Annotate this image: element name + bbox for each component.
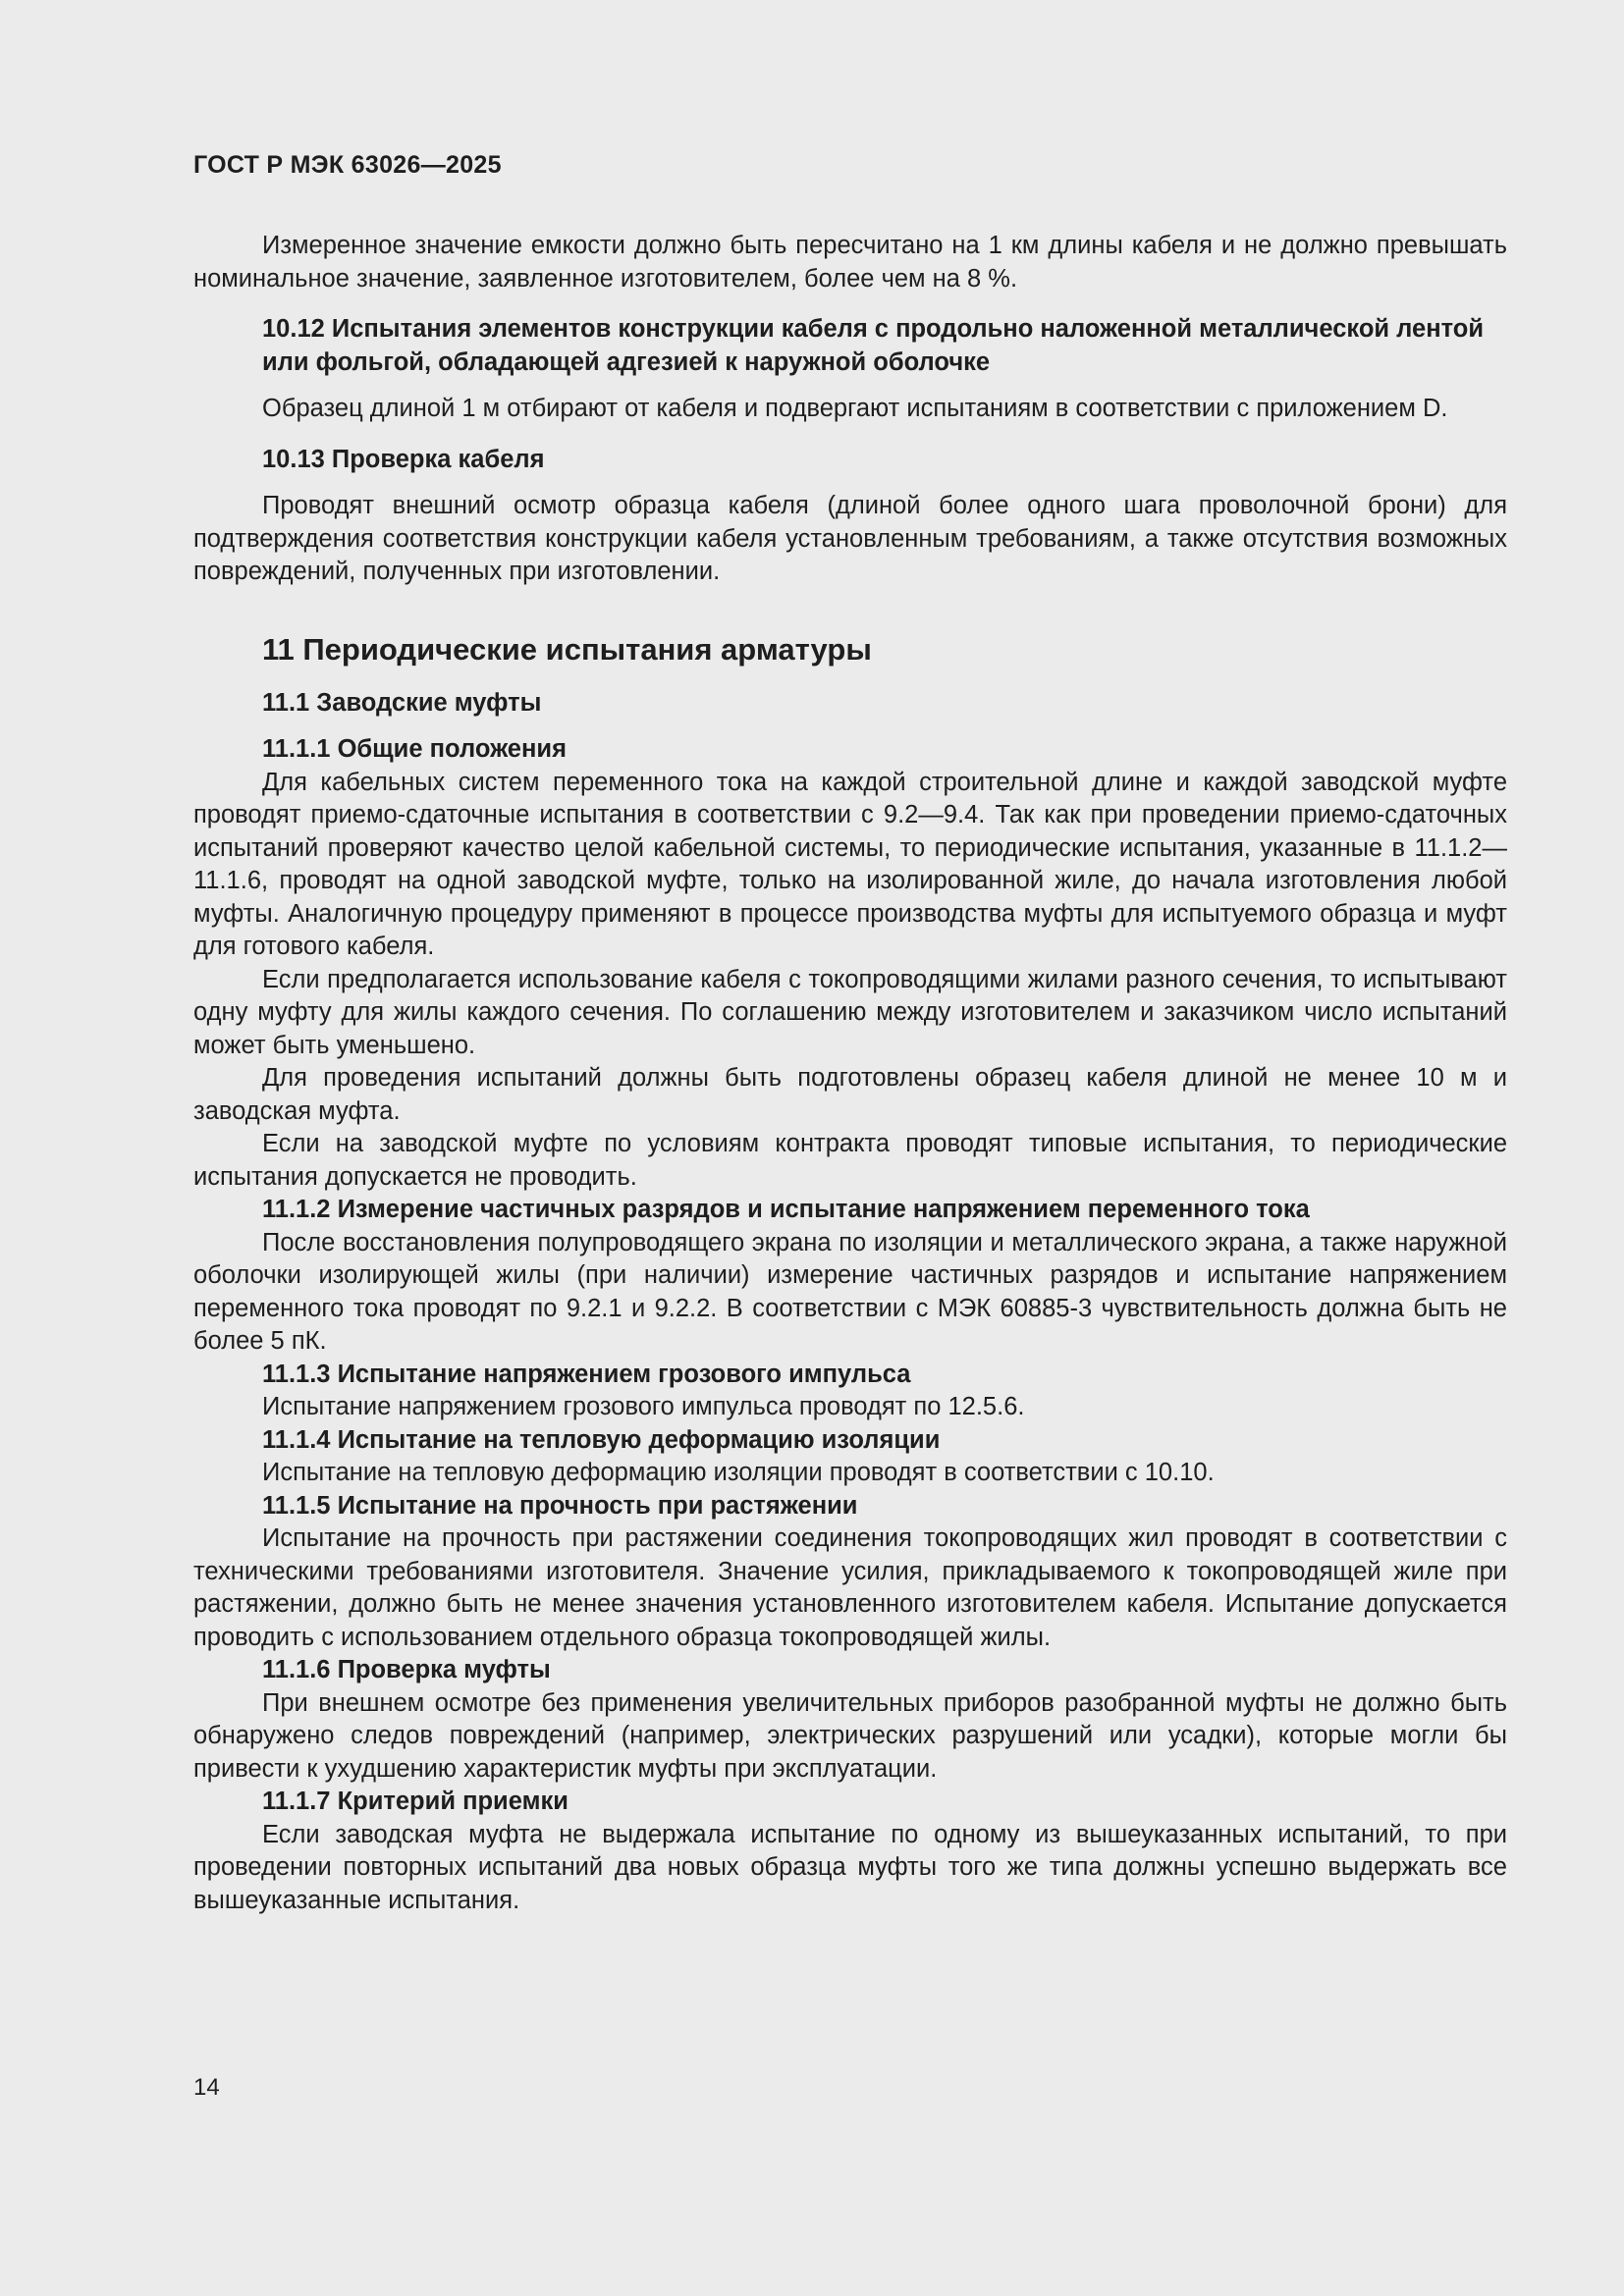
section-heading-11-1-7: 11.1.7 Критерий приемки [262, 1788, 568, 1815]
section-heading-11-1-3: 11.1.3 Испытание напряжением грозового импульса [262, 1360, 911, 1388]
section-heading-10-13: 10.13 Проверка кабеля [262, 445, 545, 473]
section-heading-10-12: 10.12 Испытания элементов конструкции кабеля с продольно наложенной металлической лентой или фольгой, обладающей адгезией к наружной оболочке [262, 315, 1485, 376]
section-heading-11-1-1: 11.1.1 Общие положения [262, 735, 567, 763]
section-heading-11-1-5: 11.1.5 Испытание на прочность при растяжении [262, 1491, 858, 1520]
page-number: 14 [193, 2074, 220, 2101]
paragraph-11-1-1-a: Для кабельных систем переменного тока на каждой строительной длине и каждой заводской муфте проводят приемо-сдаточные испытания в соответствии с 9.2—9.4. Так как при проведении приемо-сдаточных испытаний проверяют качество целой кабельной системы, то периодические испытания, указанные в 11.1.2—11.1.6, проводят на одной заводской муфте, только на изолированной жиле, до начала изготовления любой муфты. Аналогичную процедуру применяют в процессе производства муфты для испытуемого образца и муфт для готового кабеля. [193, 768, 1507, 960]
paragraph-10-13: Проводят внешний осмотр образца кабеля (длиной более одного шага проволочной брони) для подтверждения соответствия конструкции кабеля установленным требованиям, а также отсутствия возможных повреждений, полученных при изготовлении. [193, 492, 1507, 585]
paragraph-11-1-7: Если заводская муфта не выдержала испытание по одному из вышеуказанных испытаний, то при проведении повторных испытаний два новых образца муфты того же типа должны успешно выдержать все вышеуказанные испытания. [193, 1820, 1507, 1914]
chapter-heading-11: 11 Периодические испытания арматуры [262, 631, 872, 667]
document-header: ГОСТ Р МЭК 63026—2025 [193, 151, 502, 179]
document-page [193, 147, 1507, 1917]
section-heading-11-1-2: 11.1.2 Измерение частичных разрядов и испытание напряжением переменного тока [262, 1196, 1310, 1223]
paragraph-11-1-1-b: Если предполагается использование кабеля с токопроводящими жилами разного сечения, то испытывают одну муфту для жилы каждого сечения. По соглашению между изготовителем и заказчиком число испытаний может быть уменьшено. [193, 965, 1507, 1059]
paragraph-11-1-3: Испытание напряжением грозового импульса проводят по 12.5.6. [262, 1393, 1025, 1420]
paragraph-11-1-1-c: Для проведения испытаний должны быть подготовлены образец кабеля длиной не менее 10 м и заводская муфта. [193, 1064, 1507, 1125]
paragraph-11-1-6: При внешнем осмотре без применения увеличительных приборов разобранной муфты не должно быть обнаружено следов повреждений (например, электрических разрушений или усадки), которые могли бы привести к ухудшению характеристик муфты при эксплуатации. [193, 1688, 1507, 1783]
paragraph-11-1-4: Испытание на тепловую деформацию изоляции проводят в соответствии с 10.10. [262, 1459, 1215, 1486]
section-heading-11-1-6: 11.1.6 Проверка муфты [262, 1656, 551, 1683]
paragraph-capacity: Измеренное значение емкости должно быть пересчитано на 1 км длины кабеля и не должно превышать номинальное значение, заявленное изготовителем, более чем на 8 %. [193, 232, 1507, 293]
paragraph-10-12: Образец длиной 1 м отбирают от кабеля и подвергают испытаниям в соответствии с приложением D. [262, 395, 1448, 422]
section-heading-11-1-4: 11.1.4 Испытание на тепловую деформацию изоляции [262, 1425, 941, 1454]
paragraph-11-1-1-d: Если на заводской муфте по условиям контракта проводят типовые испытания, то периодические испытания допускается не проводить. [193, 1130, 1507, 1191]
paragraph-11-1-2: После восстановления полупроводящего экрана по изоляции и металлического экрана, а также наружной оболочки изолирующей жилы (при наличии) измерение частичных разрядов и испытание напряжением переменного тока проводят по 9.2.1 и 9.2.2. В соответствии с МЭК 60885-3 чувствительность должна быть не более 5 пК. [193, 1228, 1507, 1355]
section-heading-11-1: 11.1 Заводские муфты [262, 688, 542, 717]
paragraph-11-1-5: Испытание на прочность при растяжении соединения токопроводящих жил проводят в соответствии с техническими требованиями изготовителя. Значение усилия, прикладываемого к токопроводящей жиле при растяжении, должно быть не менее значения установленного изготовителем кабеля. Испытание допускается проводить с использованием отдельного образца токопроводящей жилы. [193, 1524, 1507, 1651]
